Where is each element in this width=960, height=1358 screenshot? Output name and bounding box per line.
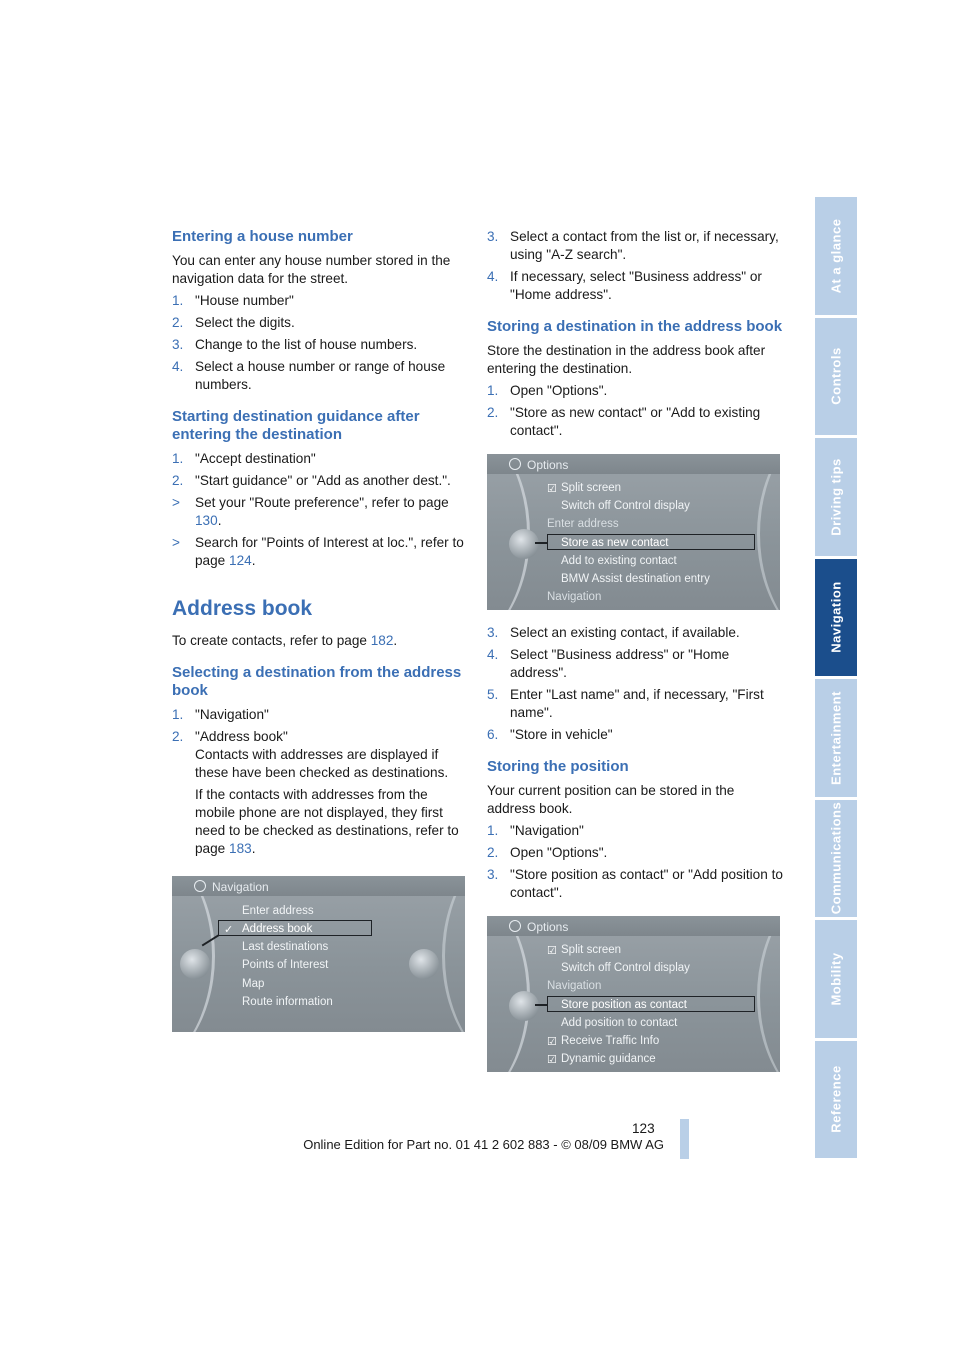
- list-item: 1. "Navigation": [172, 707, 269, 722]
- contact-steps: [487, 228, 783, 304]
- check-icon: ☑: [547, 1036, 557, 1048]
- store-steps-continued: [487, 624, 783, 744]
- list-item: 4. Select a house number or range of house numbers.: [172, 359, 446, 392]
- right-column: [487, 228, 783, 1086]
- heading-store-destination: Storing a destination in the address book: [487, 318, 783, 335]
- list-item: 2. "Address book" Contacts with addresses are displayed if these have been checked as destinations. If the contacts with addresses from the mobile phone are not displayed, they first need to be checked as destinations, refer to page 183.: [172, 729, 459, 856]
- position-intro: Your current position can be stored in the address book.: [487, 783, 735, 816]
- tab-controls[interactable]: Controls: [815, 318, 857, 436]
- list-item: 3. "Store position as contact" or "Add position to contact".: [487, 867, 783, 900]
- book-intro: To create contacts, refer to page 182.: [172, 633, 398, 648]
- heading-select-destination: Selecting a destination from the address book: [172, 664, 462, 699]
- list-item: 2. "Store as new contact" or "Add to existing contact".: [487, 405, 761, 438]
- controller-knob-icon: [180, 949, 210, 979]
- list-item: 4. Select "Business address" or "Home address".: [487, 647, 730, 680]
- page-link[interactable]: 124: [229, 553, 252, 568]
- tab-navigation[interactable]: Navigation: [815, 559, 857, 677]
- options-store-position-screenshot: Options ☑ Split screen Switch off Control display Navigation Store position as contact Add position to contact ☑ Receive Traffic Info ☑ Dynamic guidance: [487, 916, 780, 1072]
- options-store-contact-screenshot: Options ☑ Split screen Switch off Control display Enter address Store as new contact Add to existing contact BMW Assist destination entry Navigation: [487, 454, 780, 610]
- store-steps: [487, 382, 783, 440]
- list-item: 4. If necessary, select "Business address" or "Home address".: [487, 269, 762, 302]
- start-steps: [172, 450, 468, 490]
- chapter-tabs: [815, 197, 857, 1161]
- heading-address-book: Address book: [172, 597, 313, 620]
- list-item: 1. Open "Options".: [487, 383, 608, 398]
- menu-icon: [194, 880, 206, 892]
- house-intro: You can enter any house number stored in the navigation data for the street.: [172, 253, 451, 286]
- tab-entertainment[interactable]: Entertainment: [815, 679, 857, 797]
- select-steps: [172, 706, 468, 858]
- heading-store-position: Storing the position: [487, 758, 629, 775]
- page-link[interactable]: 182: [370, 633, 394, 648]
- tab-communications[interactable]: Communications: [815, 800, 857, 918]
- list-item: 5. Enter "Last name" and, if necessary, "First name".: [487, 687, 764, 720]
- controller-knob-icon: [509, 529, 539, 559]
- heading-start-guidance: Starting destination guidance after entering the destination: [172, 408, 420, 443]
- start-bullets: [172, 494, 468, 570]
- tab-driving-tips[interactable]: Driving tips: [815, 438, 857, 556]
- list-item: 1. "Navigation": [487, 823, 584, 838]
- list-item: > Set your "Route preference", refer to page 130.: [172, 495, 449, 528]
- list-item: 1. "House number": [172, 293, 294, 308]
- footer-text: Online Edition for Part no. 01 41 2 602 883 - © 08/09 BMW AG: [303, 1137, 664, 1152]
- page-link[interactable]: 183: [229, 841, 252, 856]
- tab-at-a-glance[interactable]: At a glance: [815, 197, 857, 315]
- list-item: 3. Select a contact from the list or, if necessary, using "A-Z search".: [487, 229, 779, 262]
- menu-icon: [509, 920, 521, 932]
- list-item: 2. "Start guidance" or "Add as another dest.".: [172, 473, 451, 488]
- page-number: 123: [632, 1121, 655, 1136]
- list-item: 1. "Accept destination": [172, 451, 316, 466]
- list-item: 6. "Store in vehicle": [487, 727, 613, 742]
- menu-icon: [509, 458, 521, 470]
- tab-mobility[interactable]: Mobility: [815, 920, 857, 1038]
- check-icon: ☑: [547, 945, 557, 957]
- list-item: 3. Select an existing contact, if available.: [487, 625, 740, 640]
- store-intro: Store the destination in the address book after entering the destination.: [487, 343, 766, 376]
- tab-reference[interactable]: Reference: [815, 1041, 857, 1159]
- check-icon: ☑: [547, 1054, 557, 1066]
- check-icon: ☑: [547, 483, 557, 495]
- list-item: 2. Open "Options".: [487, 845, 608, 860]
- house-steps: [172, 292, 468, 394]
- list-item: 2. Select the digits.: [172, 315, 295, 330]
- list-item: 3. Change to the list of house numbers.: [172, 337, 418, 352]
- heading-house-number: Entering a house number: [172, 228, 353, 245]
- left-column: [172, 228, 468, 1046]
- check-icon: ✓: [224, 924, 234, 936]
- controller-knob-icon: [409, 949, 439, 979]
- controller-knob-icon: [509, 991, 539, 1021]
- page-marker: [680, 1119, 689, 1159]
- position-steps: [487, 822, 783, 902]
- page-link[interactable]: 130: [195, 513, 218, 528]
- list-item: > Search for "Points of Interest at loc.", refer to page 124.: [172, 535, 464, 568]
- navigation-menu-screenshot: Navigation Enter address ✓ Address book Last destinations Points of Interest Map Route information: [172, 876, 465, 1032]
